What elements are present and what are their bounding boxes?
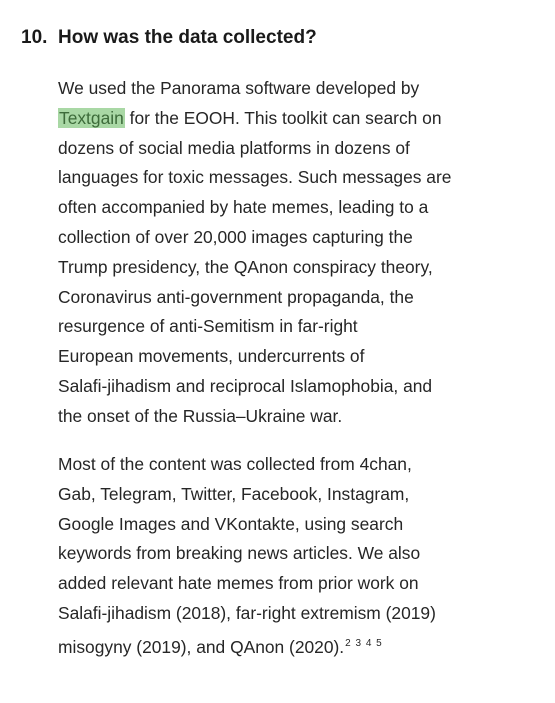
text-line: We used the Panorama software developed by bbox=[58, 78, 420, 98]
text-line bbox=[58, 104, 488, 134]
text-line: the onset of the Russia–Ukraine war. bbox=[58, 405, 343, 426]
textgain-link[interactable]: Textgain bbox=[59, 107, 124, 128]
footnote-references[interactable]: 2 3 4 5 bbox=[345, 637, 383, 649]
heading-number: 10. bbox=[21, 27, 48, 48]
text-line: keywords from breaking news articles. We also bbox=[58, 543, 421, 564]
text-line: Google Images and VKontakte, using search bbox=[58, 513, 404, 534]
text-line: resurgence of anti-Semitism in far-right bbox=[58, 316, 358, 337]
text-line: dozens of social media platforms in dozens of bbox=[58, 137, 410, 158]
heading-title: How was the data collected? bbox=[58, 27, 317, 48]
text-line: collection of over 20,000 images capturing the bbox=[58, 226, 413, 247]
text-line: European movements, undercurrents of bbox=[58, 346, 365, 367]
text-line bbox=[58, 629, 488, 663]
text-line: often accompanied by hate memes, leading to a bbox=[58, 197, 429, 218]
text-line: Gab, Telegram, Twitter, Facebook, Instagram, bbox=[58, 483, 410, 504]
text-line: Trump presidency, the QAnon conspiracy theory, bbox=[58, 256, 433, 277]
text-line: Salafi-jihadism (2018), far-right extremism (2019) bbox=[58, 602, 436, 623]
text-line: Most of the content was collected from 4chan, bbox=[58, 454, 412, 474]
section-heading bbox=[21, 24, 317, 52]
text-line: languages for toxic messages. Such messages are bbox=[58, 167, 452, 188]
text-fragment: misogyny (2019), and QAnon (2020). bbox=[58, 636, 345, 657]
text-fragment: for the EOOH. This toolkit can search on bbox=[124, 107, 442, 128]
text-line: Coronavirus anti-government propaganda, the bbox=[58, 286, 414, 307]
text-line: added relevant hate memes from prior work on bbox=[58, 573, 419, 594]
text-line: Salafi-jihadism and reciprocal Islamophobia, and bbox=[58, 375, 433, 396]
paragraph-panorama bbox=[58, 74, 488, 432]
paragraph-sources bbox=[58, 450, 488, 663]
